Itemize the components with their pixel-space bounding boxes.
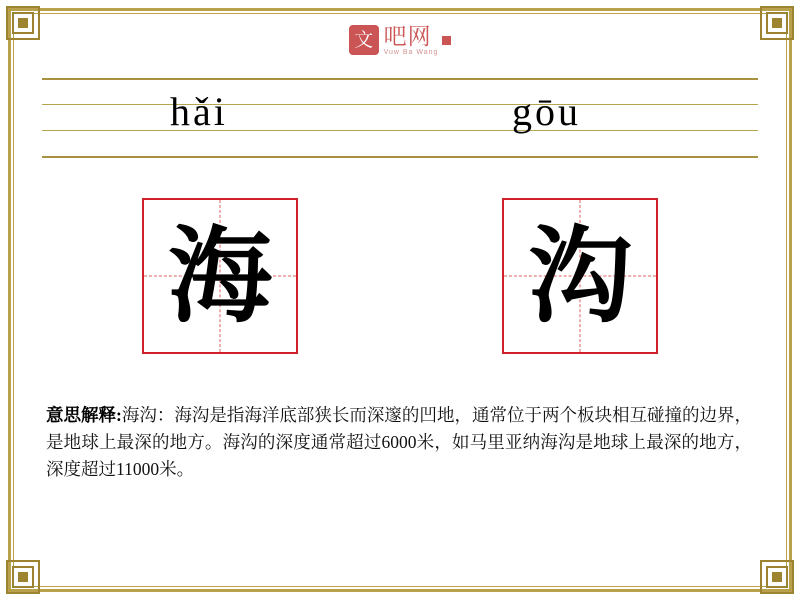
logo-text-block: [384, 25, 439, 56]
staff-line-2: [42, 104, 758, 105]
character-glyph-second: 沟: [527, 214, 632, 337]
logo-sub-text: Vuw Ba Wang: [383, 48, 439, 56]
logo-square-icon: [442, 36, 451, 45]
staff-line-4: [42, 156, 758, 158]
pinyin-staff: [42, 78, 758, 160]
logo-main-text: 吧网: [383, 23, 432, 50]
pinyin-text-first: hǎi: [170, 89, 228, 134]
pinyin-text-second: gōu: [512, 89, 581, 134]
character-cell-first: [142, 198, 298, 354]
logo-badge-icon: 文: [349, 25, 379, 55]
staff-line-1: [42, 78, 758, 80]
explanation-label: 意思解释:: [46, 405, 122, 425]
site-watermark-logo: [330, 18, 470, 62]
corner-ornament-top-right: [760, 6, 794, 40]
explanation-block: [46, 402, 752, 483]
corner-ornament-bottom-left: [6, 560, 40, 594]
corner-ornament-top-left: [6, 6, 40, 40]
character-cell-second: [502, 198, 658, 354]
character-grid-row: [0, 198, 800, 358]
character-glyph-first: 海: [167, 214, 272, 337]
explanation-text: 海沟：海沟是指海洋底部狭长而深邃的凹地，通常位于两个板块相互碰撞的边界，是地球上最深的地方。海沟的深度通常超过6000米，如马里亚纳海沟是地球上最深的地方，深度超过11000米。: [46, 405, 753, 479]
corner-ornament-bottom-right: [760, 560, 794, 594]
staff-line-3: [42, 130, 758, 131]
